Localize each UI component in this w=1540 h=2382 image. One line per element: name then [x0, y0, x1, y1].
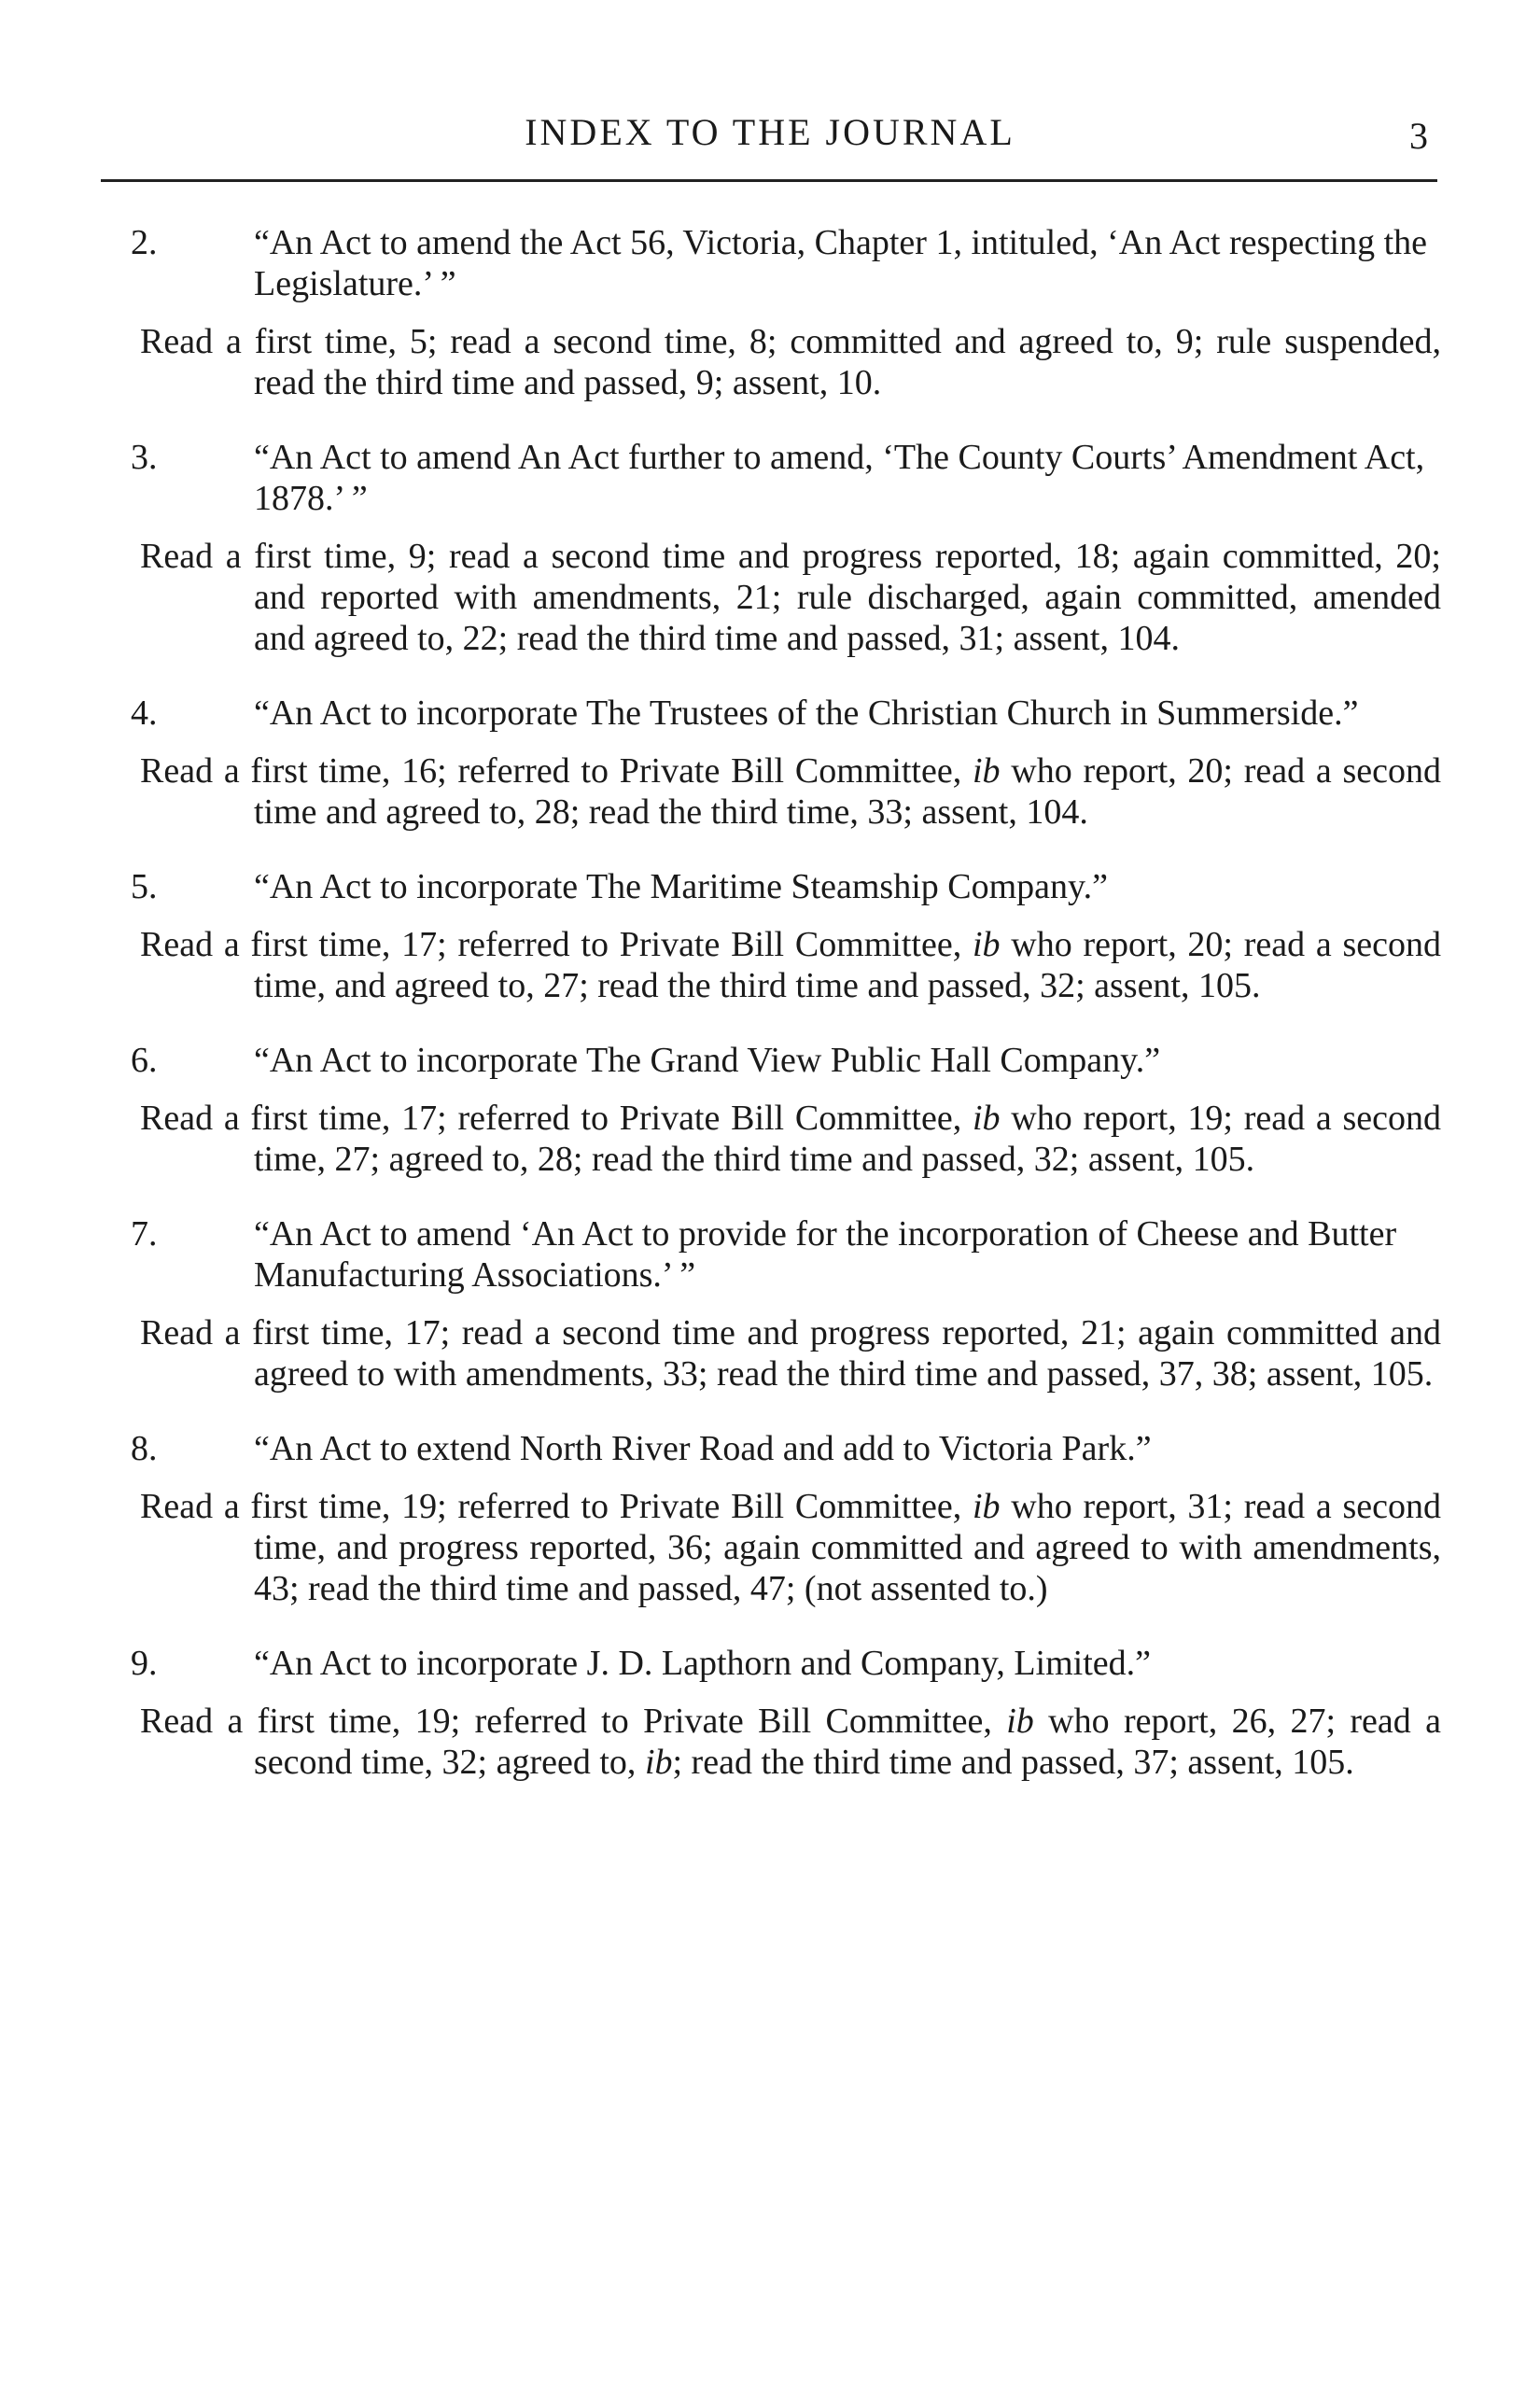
entry-number: 6. [131, 1041, 158, 1080]
act-title [131, 693, 1441, 734]
ibid-abbreviation: ib [972, 1487, 1001, 1526]
act-title-text: “An Act to amend An Act further to amend, ‘The County Courts’ Amendment Act, 1878.’ ” [254, 438, 1425, 518]
act-title [131, 1428, 1441, 1469]
act-proceedings: Read a first time, 16; referred to Private Bill Committee, ib who report, 20; read a second time and agreed to, 28; read the third time, 33; assent, 104. [140, 751, 1441, 832]
act-proceedings: Read a first time, 17; read a second time and progress reported, 21; again committed and agreed to with amendments, 33; read the third time and passed, 37, 38; assent, 105. [140, 1313, 1441, 1394]
act-title-text: “An Act to incorporate The Maritime Steamship Company.” [254, 867, 1108, 906]
act-title [131, 437, 1441, 519]
act-proceedings: Read a first time, 17; referred to Private Bill Committee, ib who report, 20; read a second time, and agreed to, 27; read the third time and passed, 32; assent, 105. [140, 925, 1441, 1005]
ibid-abbreviation: ib [644, 1743, 673, 1782]
act-proceedings: Read a first time, 5; read a second time, 8; committed and agreed to, 9; rule suspended, read the third time and passed, 9; assent, 10. [140, 322, 1441, 402]
page-header [0, 110, 1540, 166]
page-number: 3 [1409, 115, 1428, 157]
act-proceedings: Read a first time, 9; read a second time and progress reported, 18; again committed, 20; and reported with amendments, 21; rule discharged, again committed, amended and agreed to, 22; read the third time and passed, 31; assent, 104. [140, 537, 1441, 658]
act-title-text: “An Act to incorporate The Grand View Public Hall Company.” [254, 1041, 1161, 1080]
ibid-abbreviation: ib [972, 1099, 1001, 1138]
act-title [131, 222, 1441, 304]
index-entry [0, 693, 1540, 833]
header-rule [101, 179, 1437, 182]
entry-number: 3. [131, 438, 158, 477]
entry-number: 4. [131, 694, 158, 733]
act-proceedings: Read a first time, 17; referred to Private Bill Committee, ib who report, 19; read a second time, 27; agreed to, 28; read the third time and passed, 32; assent, 105. [140, 1099, 1441, 1179]
index-entry [0, 866, 1540, 1006]
index-entries [0, 222, 1540, 1816]
ibid-abbreviation: ib [972, 751, 1001, 791]
entry-number: 8. [131, 1429, 158, 1468]
entry-number: 5. [131, 867, 158, 906]
index-entry [0, 1213, 1540, 1394]
index-entry [0, 1040, 1540, 1180]
index-entry [0, 1428, 1540, 1609]
act-title-text: “An Act to incorporate J. D. Lapthorn and Company, Limited.” [254, 1644, 1152, 1683]
entry-number: 7. [131, 1214, 158, 1254]
index-entry [0, 437, 1540, 659]
act-title [131, 866, 1441, 907]
act-title-text: “An Act to amend ‘An Act to provide for the incorporation of Cheese and Butter Manufacturing Associations.’ ” [254, 1214, 1397, 1295]
act-title [131, 1040, 1441, 1081]
act-title [131, 1213, 1441, 1296]
running-title: INDEX TO THE JOURNAL [525, 111, 1015, 153]
act-title-text: “An Act to extend North River Road and add to Victoria Park.” [254, 1429, 1152, 1468]
entry-number: 9. [131, 1644, 158, 1683]
act-title [131, 1643, 1441, 1684]
index-entry [0, 1643, 1540, 1783]
index-entry [0, 222, 1540, 403]
entry-number: 2. [131, 223, 158, 262]
ibid-abbreviation: ib [1006, 1702, 1034, 1741]
act-proceedings: Read a first time, 19; referred to Private Bill Committee, ib who report, 26, 27; read a second time, 32; agreed to, ib; read the third time and passed, 37; assent, 105. [140, 1702, 1441, 1782]
act-title-text: “An Act to incorporate The Trustees of the Christian Church in Summerside.” [254, 694, 1359, 733]
ibid-abbreviation: ib [972, 925, 1001, 964]
act-proceedings: Read a first time, 19; referred to Private Bill Committee, ib who report, 31; read a second time, and progress reported, 36; again committed and agreed to with amendments, 43; read the third time and passed, 47; (not assented to.) [140, 1487, 1441, 1608]
act-title-text: “An Act to amend the Act 56, Victoria, Chapter 1, intituled, ‘An Act respecting the Legislature.’ ” [254, 223, 1428, 303]
